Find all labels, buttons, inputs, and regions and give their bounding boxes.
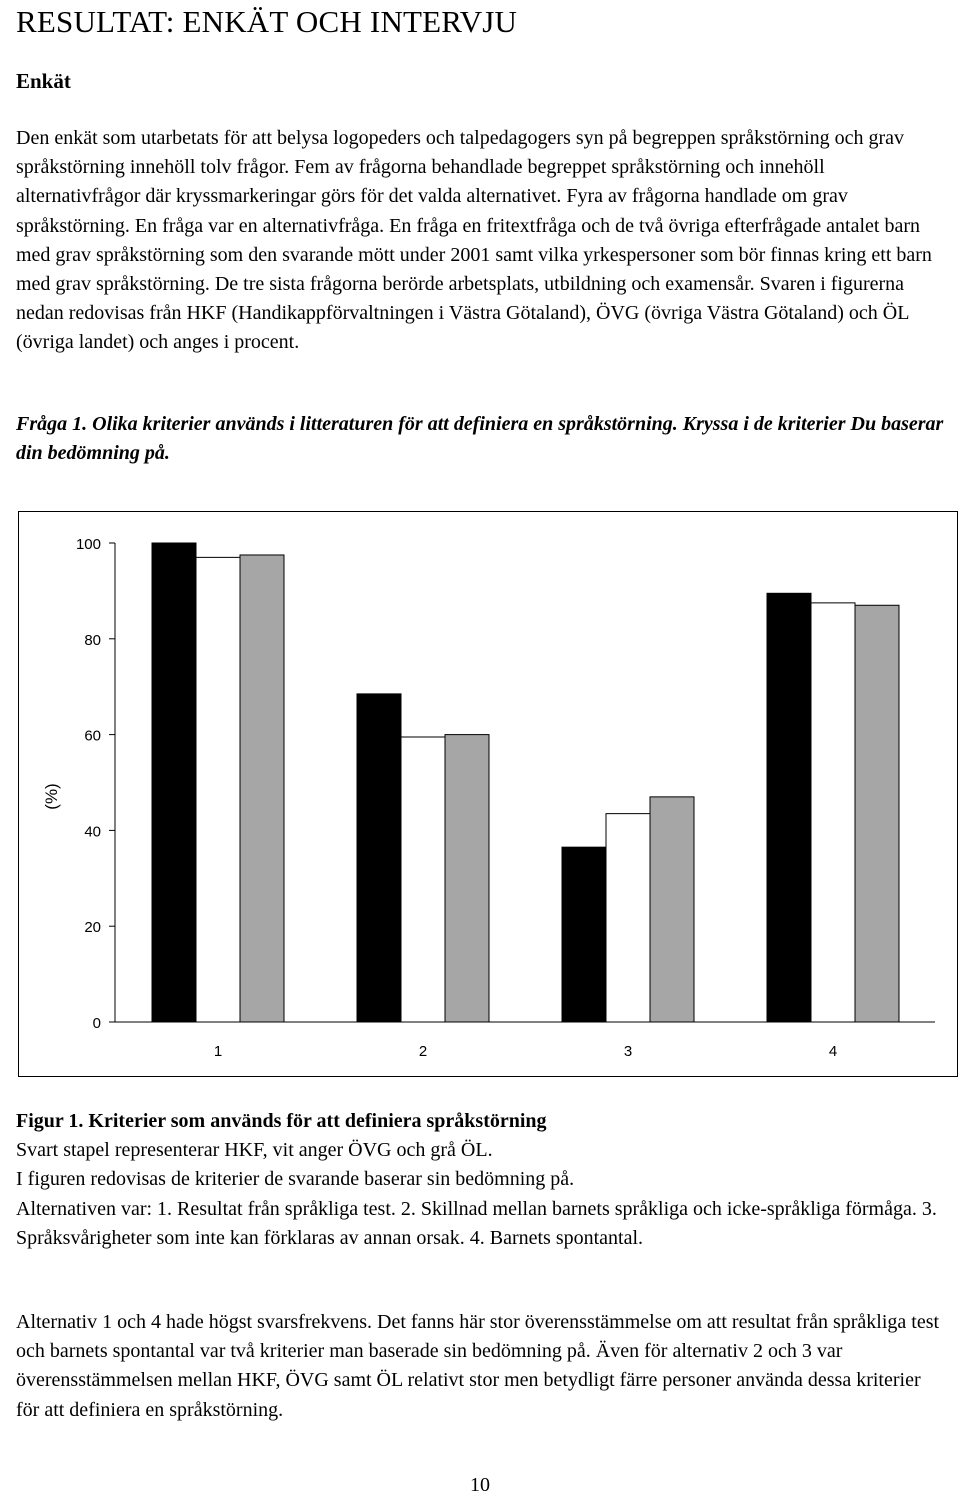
bar-cat4-series2 — [811, 603, 855, 1022]
x-tick-label: 4 — [828, 1043, 838, 1060]
bar-cat1-series3 — [240, 555, 284, 1022]
caption-title: Figur 1. Kriterier som används för att definiera språkstörning — [16, 1110, 547, 1132]
bar-cat3-series1 — [562, 847, 606, 1022]
bar-cat2-series3 — [445, 735, 489, 1022]
x-tick-label: 1 — [213, 1043, 223, 1060]
bar-cat4-series3 — [855, 605, 899, 1022]
y-tick-label: 60 — [84, 727, 101, 745]
page-heading: RESULTAT: ENKÄT OCH INTERVJU — [16, 4, 518, 39]
figure-caption — [16, 1107, 956, 1253]
caption-line: I figuren redovisas de kriterier de svarande baserar sin bedömning på. — [16, 1168, 575, 1191]
discussion-paragraph: Alternativ 1 och 4 hade högst svarsfrekvens. Det fanns här stor överensstämmelse om att resultat från språkliga test och barnets spontantal var två kriterier man baserade sin bedömning på. Även för alternativ 2 och 3 var överensstämmelsen mellan HKF, ÖVG samt ÖL relativt stor men betydligt färre personer använda dessa kriterier för att definiera en språkstörning. — [16, 1311, 940, 1421]
document-page — [16, 0, 946, 1421]
question-text: Fråga 1. Olika kriterier används i litteraturen för att definiera en språkstörning. Kryssa i de kriterier Du baserar din bedömning på. — [16, 413, 944, 464]
intro-section — [16, 124, 946, 358]
bar-cat2-series1 — [357, 694, 401, 1022]
y-tick-label: 20 — [84, 919, 101, 937]
y-axis-label: (%) — [42, 783, 61, 810]
caption-line: Svart stapel representerar HKF, vit anger ÖVG och grå ÖL. — [16, 1139, 493, 1162]
caption-line: Alternativen var: 1. Resultat från språkliga test. 2. Skillnad mellan barnets språkliga och icke-språkliga förmåga. 3. Språksvårigheter som inte kan förklaras av annan orsak. 4. Barnets spontantal. — [16, 1197, 937, 1249]
bar-cat3-series3 — [650, 797, 694, 1022]
y-tick-label: 40 — [84, 823, 101, 841]
x-tick-label: 2 — [418, 1043, 428, 1060]
page-number: 10 — [470, 1474, 490, 1496]
bar-cat4-series1 — [767, 593, 811, 1022]
chart-svg — [19, 512, 959, 1078]
discussion-section — [16, 1308, 946, 1425]
x-tick-label: 3 — [623, 1043, 633, 1060]
bar-cat1-series1 — [152, 543, 196, 1022]
intro-paragraph: Den enkät som utarbetats för att belysa logopeders och talpedagogers syn på begreppen språkstörning och grav språkstörning innehöll tolv frågor. Fem av frågorna behandlade begreppet språkstörning och innehöll alternativfrågor där kryssmarkeringar görs för det valda alternativet. Fyra av frågorna handlade om grav språkstörning. En fråga var en alternativfråga. En fråga en fritextfråga och de två övriga efterfrågade antalet barn med grav språkstörning som den svarande mött under 2001 samt vilka yrkespersoner som bör finnas kring ett barn med grav språkstörning. De tre sista frågorna berörde arbetsplats, utbildning och examensår. Svaren i figurerna nedan redovisas från HKF (Handikappförvaltningen i Västra Götaland), ÖVG (övriga Västra Götaland) och ÖL (övriga landet) och anges i procent. — [16, 127, 932, 354]
section-subheading: Enkät — [16, 69, 71, 93]
bar-cat1-series2 — [196, 557, 240, 1022]
bar-chart — [18, 511, 958, 1077]
y-tick-label: 100 — [75, 536, 101, 553]
y-tick-label: 80 — [84, 631, 101, 649]
bar-cat3-series2 — [606, 814, 650, 1022]
bar-cat2-series2 — [401, 737, 445, 1022]
y-tick-label: 0 — [92, 1015, 101, 1032]
